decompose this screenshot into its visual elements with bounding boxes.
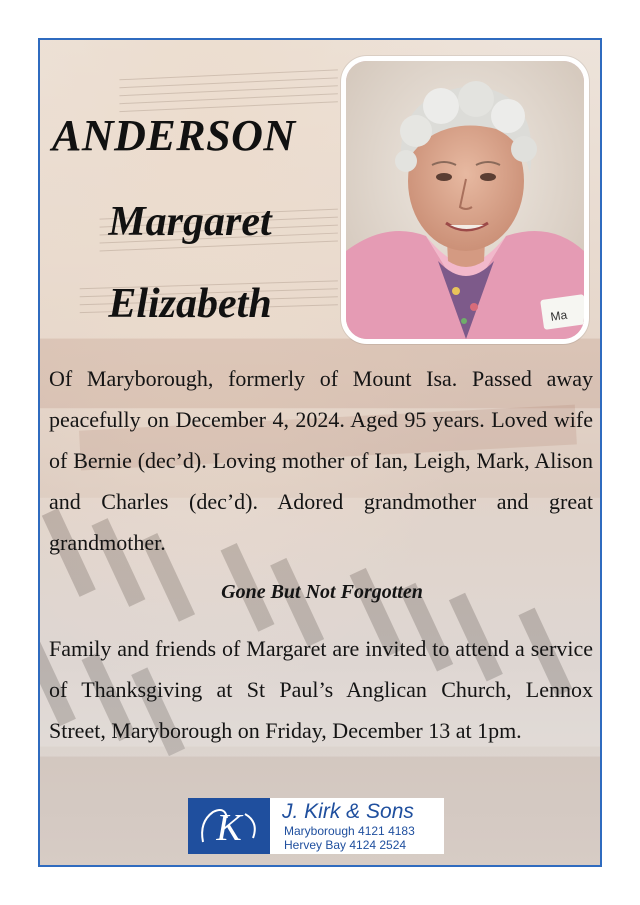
- notice-paragraph-2: Family and friends of Margaret are invited to attend a service of Thanksgiving at St Paul’s Anglican Church, Lennox Street, Maryborough on Friday, December 13 at 1pm.: [49, 636, 593, 743]
- given-name-first: Margaret: [108, 199, 272, 245]
- surname-heading: ANDERSON: [52, 111, 296, 160]
- tagline: Gone But Not Forgotten: [221, 581, 423, 603]
- portrait-photo: [341, 56, 589, 344]
- monogram-letter: K: [216, 807, 242, 849]
- phone-maryborough: Maryborough 4121 4183: [284, 824, 415, 838]
- phone-hervey-bay: Hervey Bay 4124 2524: [284, 838, 407, 852]
- death-notice: [38, 38, 602, 867]
- monogram-k-icon: [197, 802, 261, 850]
- given-name-second: Elizabeth: [108, 281, 272, 327]
- name-badge-text: Ma: [549, 307, 569, 324]
- funeral-director-logo: [188, 798, 444, 854]
- logo-monogram: [188, 798, 270, 854]
- firm-name: J. Kirk & Sons: [282, 800, 414, 823]
- portrait-illustration: [346, 61, 584, 339]
- logo-text-block: [270, 798, 444, 854]
- notice-paragraph-1: Of Maryborough, formerly of Mount Isa. Passed away peacefully on December 4, 2024. Aged 95 years. Loved wife of Bernie (dec’d). Loving mother of Ian, Leigh, Mark, Alison and Charles (dec’d). Adored grandmother and great grandmother.: [49, 366, 593, 555]
